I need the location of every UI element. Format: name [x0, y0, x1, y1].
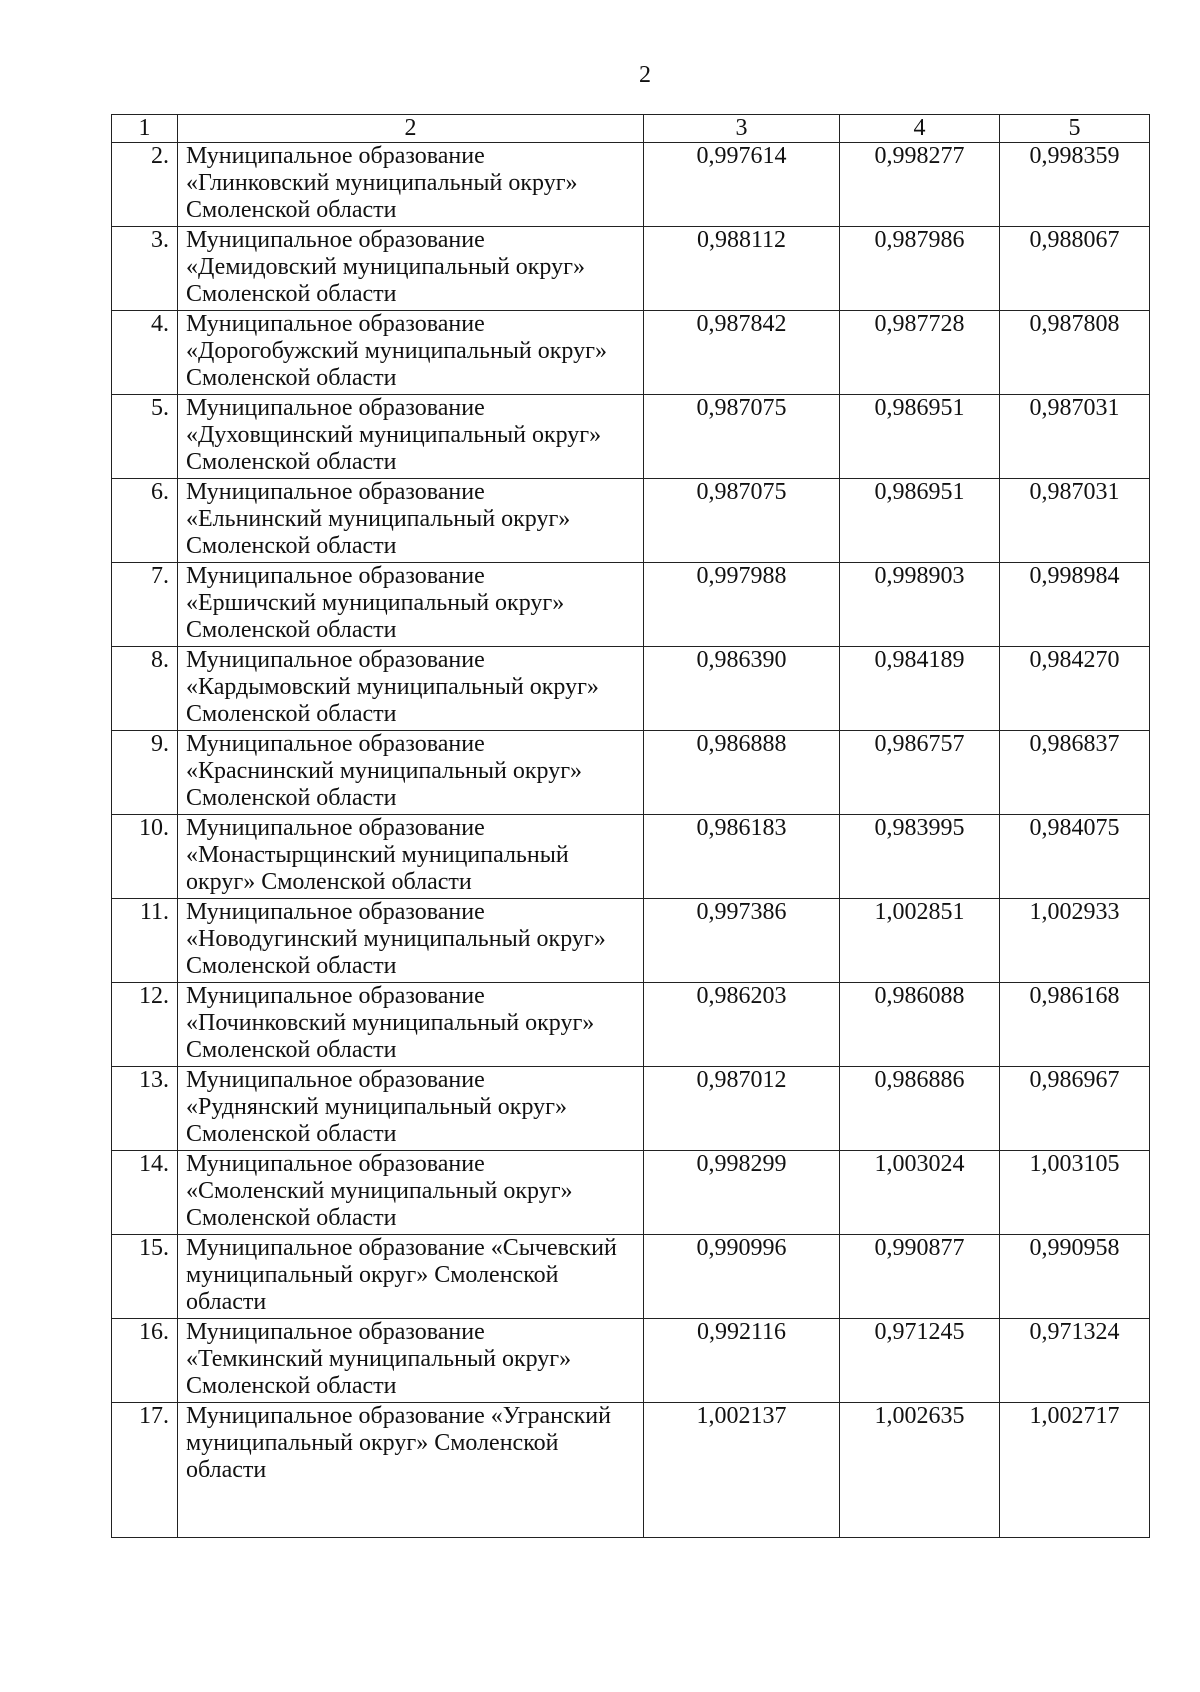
row-number: 11.	[112, 899, 178, 983]
municipality-name	[178, 143, 644, 227]
coefficient-col5: 0,986967	[1000, 1067, 1150, 1151]
coefficient-col5: 0,984270	[1000, 647, 1150, 731]
municipality-name-line: «Краснинский муниципальный округ»	[186, 758, 583, 784]
municipality-name-line: муниципальный округ» Смоленской	[186, 1430, 559, 1456]
row-number: 9.	[112, 731, 178, 815]
coefficient-col3: 0,990996	[644, 1235, 840, 1319]
coefficient-col4: 0,998903	[840, 563, 1000, 647]
municipality-name-line: Муниципальное образование	[186, 647, 485, 673]
coefficient-col5: 0,986837	[1000, 731, 1150, 815]
municipality-name-line: «Починковский муниципальный округ»	[186, 1010, 595, 1036]
coefficient-col4: 0,998277	[840, 143, 1000, 227]
municipality-name-line: Смоленской области	[186, 1037, 397, 1063]
table-row	[112, 311, 1150, 395]
municipality-name	[178, 1151, 644, 1235]
coefficient-col5: 0,998359	[1000, 143, 1150, 227]
row-number: 7.	[112, 563, 178, 647]
coefficient-col4: 0,987728	[840, 311, 1000, 395]
coefficient-col3: 0,992116	[644, 1319, 840, 1403]
coefficient-col4: 1,003024	[840, 1151, 1000, 1235]
coefficient-col3: 0,997386	[644, 899, 840, 983]
municipality-name-line: «Смоленский муниципальный округ»	[186, 1178, 573, 1204]
municipality-name	[178, 479, 644, 563]
municipality-name-line: Смоленской области	[186, 533, 397, 559]
table-row	[112, 479, 1150, 563]
municipality-name-line: «Ершичский муниципальный округ»	[186, 590, 565, 616]
coefficient-col3: 0,986390	[644, 647, 840, 731]
table-row	[112, 1235, 1150, 1319]
row-number: 6.	[112, 479, 178, 563]
municipality-name-line: «Духовщинский муниципальный округ»	[186, 422, 602, 448]
header-cell: 3	[644, 115, 840, 143]
page-number: 2	[639, 62, 651, 88]
municipality-name-line: Муниципальное образование	[186, 899, 485, 925]
coefficient-col4: 1,002851	[840, 899, 1000, 983]
municipality-name-line: «Темкинский муниципальный округ»	[186, 1346, 572, 1372]
header-cell: 4	[840, 115, 1000, 143]
row-number: 4.	[112, 311, 178, 395]
municipality-name-line: Муниципальное образование «Угранский	[186, 1403, 611, 1429]
municipality-name-line: «Монастырщинский муниципальный	[186, 842, 569, 868]
coefficient-col5: 0,990958	[1000, 1235, 1150, 1319]
coefficient-col3: 0,998299	[644, 1151, 840, 1235]
coefficient-col4: 0,983995	[840, 815, 1000, 899]
coefficient-col3: 1,002137	[644, 1403, 840, 1538]
coefficient-col5: 0,998984	[1000, 563, 1150, 647]
municipality-name-line: Смоленской области	[186, 281, 397, 307]
municipality-name-line: Смоленской области	[186, 449, 397, 475]
municipality-name-line: «Кардымовский муниципальный округ»	[186, 674, 599, 700]
row-number: 13.	[112, 1067, 178, 1151]
municipality-name-line: Смоленской области	[186, 785, 397, 811]
municipality-name-line: Муниципальное образование	[186, 983, 485, 1009]
header-cell: 2	[178, 115, 644, 143]
municipality-name-line: Муниципальное образование	[186, 731, 485, 757]
coefficient-col4: 0,990877	[840, 1235, 1000, 1319]
municipality-name-line: области	[186, 1457, 267, 1483]
municipality-name	[178, 1235, 644, 1319]
coefficient-col4: 0,986088	[840, 983, 1000, 1067]
table-row	[112, 563, 1150, 647]
municipality-name-line: Смоленской области	[186, 953, 397, 979]
table-row	[112, 1067, 1150, 1151]
table-row	[112, 1319, 1150, 1403]
municipality-name-line: «Ельнинский муниципальный округ»	[186, 506, 571, 532]
municipality-name-line: Муниципальное образование	[186, 479, 485, 505]
table-row	[112, 647, 1150, 731]
municipality-name-line: Муниципальное образование «Сычевский	[186, 1235, 617, 1261]
coefficient-col3: 0,986203	[644, 983, 840, 1067]
municipality-name-line: Смоленской области	[186, 1373, 397, 1399]
row-number: 10.	[112, 815, 178, 899]
municipality-name-line: Смоленской области	[186, 197, 397, 223]
municipality-name-line: «Новодугинский муниципальный округ»	[186, 926, 606, 952]
header-cell: 1	[112, 115, 178, 143]
municipality-name	[178, 815, 644, 899]
coefficient-col5: 0,987031	[1000, 479, 1150, 563]
coefficient-col3: 0,986888	[644, 731, 840, 815]
table-row	[112, 395, 1150, 479]
municipality-name	[178, 227, 644, 311]
municipality-name-line: области	[186, 1289, 267, 1315]
header-cell: 5	[1000, 115, 1150, 143]
municipality-name-line: Муниципальное образование	[186, 1151, 485, 1177]
municipality-name-line: Смоленской области	[186, 701, 397, 727]
municipality-name	[178, 731, 644, 815]
row-number: 12.	[112, 983, 178, 1067]
municipality-name-line: Муниципальное образование	[186, 395, 485, 421]
row-number: 14.	[112, 1151, 178, 1235]
coefficient-col3: 0,986183	[644, 815, 840, 899]
table-row	[112, 143, 1150, 227]
municipality-name	[178, 899, 644, 983]
coefficient-col3: 0,987842	[644, 311, 840, 395]
coefficient-col5: 1,002717	[1000, 1403, 1150, 1538]
coefficient-col5: 0,971324	[1000, 1319, 1150, 1403]
row-number: 3.	[112, 227, 178, 311]
municipality-name-line: муниципальный округ» Смоленской	[186, 1262, 559, 1288]
coefficient-col4: 0,986757	[840, 731, 1000, 815]
row-number: 2.	[112, 143, 178, 227]
row-number: 17.	[112, 1403, 178, 1538]
coefficient-col3: 0,987012	[644, 1067, 840, 1151]
municipality-name-line: Муниципальное образование	[186, 311, 485, 337]
municipality-name-line: Муниципальное образование	[186, 1067, 485, 1093]
municipality-name-line: «Руднянский муниципальный округ»	[186, 1094, 567, 1120]
table-row	[112, 1403, 1150, 1538]
row-number: 16.	[112, 1319, 178, 1403]
coefficient-col5: 1,003105	[1000, 1151, 1150, 1235]
municipality-name	[178, 563, 644, 647]
coefficient-col4: 0,986951	[840, 395, 1000, 479]
coefficient-col5: 0,988067	[1000, 227, 1150, 311]
coefficient-col3: 0,987075	[644, 395, 840, 479]
municipality-name-line: Смоленской области	[186, 1205, 397, 1231]
municipality-name	[178, 647, 644, 731]
coefficient-col3: 0,997988	[644, 563, 840, 647]
data-table	[111, 114, 1150, 1538]
municipality-name	[178, 1319, 644, 1403]
table-row	[112, 731, 1150, 815]
municipality-name-line: округ» Смоленской области	[186, 869, 472, 895]
municipality-name-line: «Глинковский муниципальный округ»	[186, 170, 578, 196]
coefficient-col5: 0,987808	[1000, 311, 1150, 395]
municipality-name	[178, 311, 644, 395]
coefficient-col5: 0,987031	[1000, 395, 1150, 479]
row-number: 8.	[112, 647, 178, 731]
coefficient-col5: 0,984075	[1000, 815, 1150, 899]
municipality-name-line: Смоленской области	[186, 1121, 397, 1147]
municipality-name-line: Муниципальное образование	[186, 563, 485, 589]
municipality-name-line: Муниципальное образование	[186, 143, 485, 169]
table-row	[112, 1151, 1150, 1235]
municipality-name-line: Муниципальное образование	[186, 815, 485, 841]
municipality-name-line: «Демидовский муниципальный округ»	[186, 254, 585, 280]
coefficient-col4: 0,986886	[840, 1067, 1000, 1151]
municipality-name	[178, 1403, 644, 1538]
table-row	[112, 815, 1150, 899]
municipality-name-line: Смоленской области	[186, 365, 397, 391]
table-row	[112, 227, 1150, 311]
municipality-name	[178, 1067, 644, 1151]
coefficient-col4: 0,987986	[840, 227, 1000, 311]
municipality-name	[178, 395, 644, 479]
header-row	[112, 115, 1150, 143]
table-row	[112, 983, 1150, 1067]
coefficient-col3: 0,987075	[644, 479, 840, 563]
coefficient-col4: 0,986951	[840, 479, 1000, 563]
municipality-name-line: Смоленской области	[186, 617, 397, 643]
coefficient-col3: 0,997614	[644, 143, 840, 227]
coefficient-col4: 0,984189	[840, 647, 1000, 731]
coefficient-col5: 1,002933	[1000, 899, 1150, 983]
table-row	[112, 899, 1150, 983]
coefficient-col4: 1,002635	[840, 1403, 1000, 1538]
municipality-name-line: Муниципальное образование	[186, 227, 485, 253]
municipality-name-line: «Дорогобужский муниципальный округ»	[186, 338, 607, 364]
coefficient-col3: 0,988112	[644, 227, 840, 311]
municipality-name-line: Муниципальное образование	[186, 1319, 485, 1345]
coefficient-col5: 0,986168	[1000, 983, 1150, 1067]
coefficient-col4: 0,971245	[840, 1319, 1000, 1403]
row-number: 5.	[112, 395, 178, 479]
municipality-name	[178, 983, 644, 1067]
row-number: 15.	[112, 1235, 178, 1319]
